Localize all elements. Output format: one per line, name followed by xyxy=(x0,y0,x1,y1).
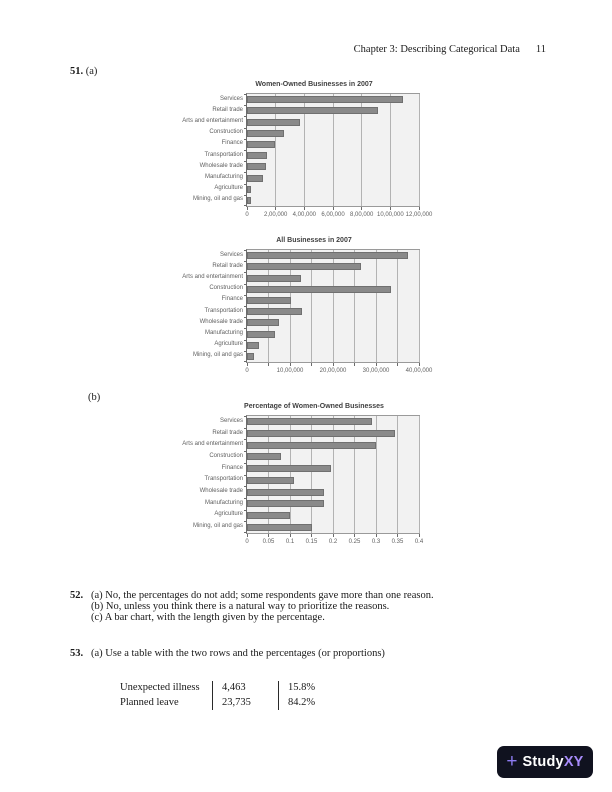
y-axis-tick xyxy=(244,105,247,106)
x-axis-tick xyxy=(275,207,276,210)
bar xyxy=(247,500,324,507)
x-axis-labels xyxy=(178,211,450,220)
chapter-title: Chapter 3: Describing Categorical Data xyxy=(353,44,520,55)
x-axis-labels xyxy=(178,538,450,547)
plot-area xyxy=(246,93,420,207)
category-label: Construction xyxy=(209,129,243,136)
x-axis-tick xyxy=(247,534,248,537)
category-label: Mining, oil and gas xyxy=(192,196,243,203)
problem-52-answers xyxy=(91,590,434,624)
problem-51-part-b: (b) xyxy=(88,392,101,403)
brand-name-secondary: XY xyxy=(563,754,584,770)
x-axis-tick xyxy=(304,207,305,210)
gridline xyxy=(390,94,391,206)
x-axis-tick xyxy=(311,534,312,537)
x-tick-label: 20,00,000 xyxy=(319,368,347,374)
x-axis-tick xyxy=(333,363,334,366)
y-axis-tick xyxy=(244,184,247,185)
answer-52c: (c) A bar chart, with the length given by the percentage. xyxy=(91,612,325,624)
brand-name xyxy=(523,754,584,770)
y-axis-tick xyxy=(244,306,247,307)
bar xyxy=(247,96,403,103)
category-label: Wholesale trade xyxy=(199,162,243,169)
gridline xyxy=(397,250,398,362)
plus-icon: + xyxy=(506,750,518,772)
category-label: Construction xyxy=(209,452,243,459)
table-row-percent: 15.8% xyxy=(278,681,348,696)
x-axis-tick xyxy=(247,207,248,210)
x-axis-tick xyxy=(268,534,269,537)
x-axis-tick xyxy=(397,534,398,537)
table-row-label: Planned leave xyxy=(120,696,179,708)
category-axis xyxy=(178,93,246,207)
x-axis-tick xyxy=(268,363,269,366)
answer-53a: (a) Use a table with the two rows and the percentages (or proportions) xyxy=(91,648,385,659)
category-label: Agriculture xyxy=(214,341,243,348)
bar xyxy=(247,524,312,531)
category-label: Arts and entertainment xyxy=(182,441,243,448)
y-axis-tick xyxy=(244,116,247,117)
plot-area xyxy=(246,249,420,363)
problem-51-part-a: (a) xyxy=(85,66,98,77)
category-label: Mining, oil and gas xyxy=(192,352,243,359)
category-label: Retail trade xyxy=(212,262,243,269)
x-tick-label: 0.25 xyxy=(348,539,361,545)
bar xyxy=(247,119,300,126)
x-axis-tick xyxy=(397,363,398,366)
y-axis-tick xyxy=(244,361,247,362)
answer-52a: (a) No, the percentages do not add; some respondents gave more than one reason. xyxy=(91,590,434,601)
x-tick-label: 0.1 xyxy=(285,539,295,545)
y-axis-tick xyxy=(244,150,247,151)
bar xyxy=(247,453,281,460)
x-tick-label: 0 xyxy=(245,539,249,545)
category-label: Construction xyxy=(209,285,243,292)
chart-title: All Businesses in 2007 xyxy=(276,237,352,244)
chart-title: Percentage of Women-Owned Businesses xyxy=(244,403,384,410)
y-axis-tick xyxy=(244,284,247,285)
category-label: Transportation xyxy=(204,476,243,483)
gridline xyxy=(419,94,420,206)
x-tick-label: 2,00,000 xyxy=(263,212,288,218)
page-number: 11 xyxy=(535,44,546,55)
problem-52-number: 52. xyxy=(70,590,84,601)
y-axis-tick xyxy=(244,463,247,464)
answer-table xyxy=(120,681,348,710)
table-row-count: 23,735 xyxy=(212,696,278,711)
x-tick-label: 0.35 xyxy=(391,539,404,545)
y-axis-tick xyxy=(244,205,247,206)
x-axis-tick xyxy=(311,363,312,366)
chart-body xyxy=(178,415,450,534)
plot-area xyxy=(246,415,420,534)
bar xyxy=(247,141,275,148)
x-axis-tick xyxy=(390,207,391,210)
brand-name-primary: Study xyxy=(522,754,564,770)
problem-51-marker xyxy=(70,66,97,77)
y-axis-tick xyxy=(244,195,247,196)
category-label: Wholesale trade xyxy=(199,487,243,494)
x-tick-label: 40,00,000 xyxy=(405,368,433,374)
category-label: Transportation xyxy=(204,151,243,158)
x-axis-tick xyxy=(376,363,377,366)
gridline xyxy=(419,250,420,362)
category-label: Agriculture xyxy=(214,185,243,192)
category-label: Finance xyxy=(221,464,243,471)
table-row-label: Unexpected illness xyxy=(120,682,200,693)
chart-women-owned-businesses xyxy=(178,80,450,220)
x-tick-label: 0 xyxy=(245,212,249,218)
x-axis-tick xyxy=(354,534,355,537)
problem-52 xyxy=(70,590,434,624)
bar xyxy=(247,197,251,204)
page-header xyxy=(354,44,546,55)
x-axis-tick xyxy=(333,207,334,210)
y-axis-tick xyxy=(244,139,247,140)
x-tick-label: 30,00,000 xyxy=(362,368,390,374)
gridline xyxy=(419,416,420,533)
studyxy-logo-badge[interactable] xyxy=(497,746,593,778)
table-row-count: 4,463 xyxy=(212,681,278,696)
y-axis-tick xyxy=(244,161,247,162)
bar xyxy=(247,512,290,519)
table-row-percent: 84.2% xyxy=(278,696,348,711)
bar xyxy=(247,163,266,170)
category-label: Services xyxy=(219,251,243,258)
x-axis-tick xyxy=(361,207,362,210)
answer-52b: (b) No, unless you think there is a natural way to prioritize the reasons. xyxy=(91,601,390,613)
x-tick-label: 0.15 xyxy=(305,539,318,545)
y-axis-tick xyxy=(244,250,247,251)
category-label: Finance xyxy=(221,296,243,303)
bar xyxy=(247,286,391,293)
y-axis-tick xyxy=(244,328,247,329)
bar xyxy=(247,275,301,282)
y-axis-tick xyxy=(244,340,247,341)
bar xyxy=(247,442,376,449)
x-axis-tick xyxy=(419,363,420,366)
bar xyxy=(247,175,263,182)
category-axis xyxy=(178,249,246,363)
bar xyxy=(247,430,395,437)
bar xyxy=(247,465,331,472)
category-label: Retail trade xyxy=(212,106,243,113)
category-label: Agriculture xyxy=(214,511,243,518)
gridline xyxy=(376,250,377,362)
y-axis-tick xyxy=(244,510,247,511)
x-axis-tick xyxy=(419,207,420,210)
y-axis-tick xyxy=(244,272,247,273)
y-axis-tick xyxy=(244,498,247,499)
x-axis-tick xyxy=(354,363,355,366)
category-label: Transportation xyxy=(204,307,243,314)
y-axis-tick xyxy=(244,261,247,262)
y-axis-tick xyxy=(244,94,247,95)
bar xyxy=(247,353,254,360)
category-label: Wholesale trade xyxy=(199,318,243,325)
bar xyxy=(247,152,267,159)
category-axis xyxy=(178,415,246,534)
chart-body xyxy=(178,93,450,207)
gridline xyxy=(397,416,398,533)
bar xyxy=(247,130,284,137)
bar xyxy=(247,331,275,338)
bar xyxy=(247,489,324,496)
bar xyxy=(247,319,279,326)
x-tick-label: 0.05 xyxy=(262,539,275,545)
y-axis-tick xyxy=(244,486,247,487)
x-axis-tick xyxy=(376,534,377,537)
y-axis-tick xyxy=(244,451,247,452)
y-axis-tick xyxy=(244,416,247,417)
y-axis-tick xyxy=(244,521,247,522)
bar xyxy=(247,418,372,425)
x-tick-label: 8,00,000 xyxy=(349,212,374,218)
x-axis-tick xyxy=(290,534,291,537)
problem-51-number: 51. xyxy=(70,66,84,77)
x-tick-label: 6,00,000 xyxy=(321,212,345,218)
problem-53 xyxy=(70,648,385,659)
x-tick-label: 0.4 xyxy=(414,539,424,545)
bar xyxy=(247,263,361,270)
chart-percentage-women-owned xyxy=(178,402,450,547)
bar xyxy=(247,477,294,484)
category-label: Finance xyxy=(221,140,243,147)
x-tick-label: 0.2 xyxy=(328,539,338,545)
category-label: Services xyxy=(219,417,243,424)
problem-53-number: 53. xyxy=(70,648,84,659)
x-axis-labels xyxy=(178,367,450,376)
bar xyxy=(247,252,408,259)
x-axis-tick xyxy=(290,363,291,366)
bar xyxy=(247,107,378,114)
x-tick-label: 0 xyxy=(245,368,249,374)
bar xyxy=(247,297,291,304)
x-tick-label: 12,00,000 xyxy=(405,212,433,218)
x-axis-tick xyxy=(333,534,334,537)
category-label: Arts and entertainment xyxy=(182,117,243,124)
chart-title: Women-Owned Businesses in 2007 xyxy=(255,81,373,88)
x-tick-label: 10,00,000 xyxy=(376,212,404,218)
y-axis-tick xyxy=(244,317,247,318)
x-axis-tick xyxy=(419,534,420,537)
y-axis-tick xyxy=(244,295,247,296)
x-tick-label: 0.3 xyxy=(371,539,381,545)
bar xyxy=(247,308,302,315)
category-label: Manufacturing xyxy=(204,329,243,336)
x-tick-label: 4,00,000 xyxy=(292,212,317,218)
category-label: Manufacturing xyxy=(204,499,243,506)
y-axis-tick xyxy=(244,439,247,440)
category-label: Retail trade xyxy=(212,429,243,436)
x-axis-tick xyxy=(247,363,248,366)
chart-all-businesses xyxy=(178,236,450,376)
chart-body xyxy=(178,249,450,363)
category-label: Mining, oil and gas xyxy=(192,523,243,530)
category-label: Arts and entertainment xyxy=(182,273,243,280)
y-axis-tick xyxy=(244,475,247,476)
y-axis-tick xyxy=(244,172,247,173)
category-label: Manufacturing xyxy=(204,173,243,180)
x-tick-label: 10,00,000 xyxy=(276,368,304,374)
bar xyxy=(247,342,259,349)
y-axis-tick xyxy=(244,532,247,533)
category-label: Services xyxy=(219,95,243,102)
y-axis-tick xyxy=(244,128,247,129)
y-axis-tick xyxy=(244,351,247,352)
y-axis-tick xyxy=(244,428,247,429)
bar xyxy=(247,186,251,193)
